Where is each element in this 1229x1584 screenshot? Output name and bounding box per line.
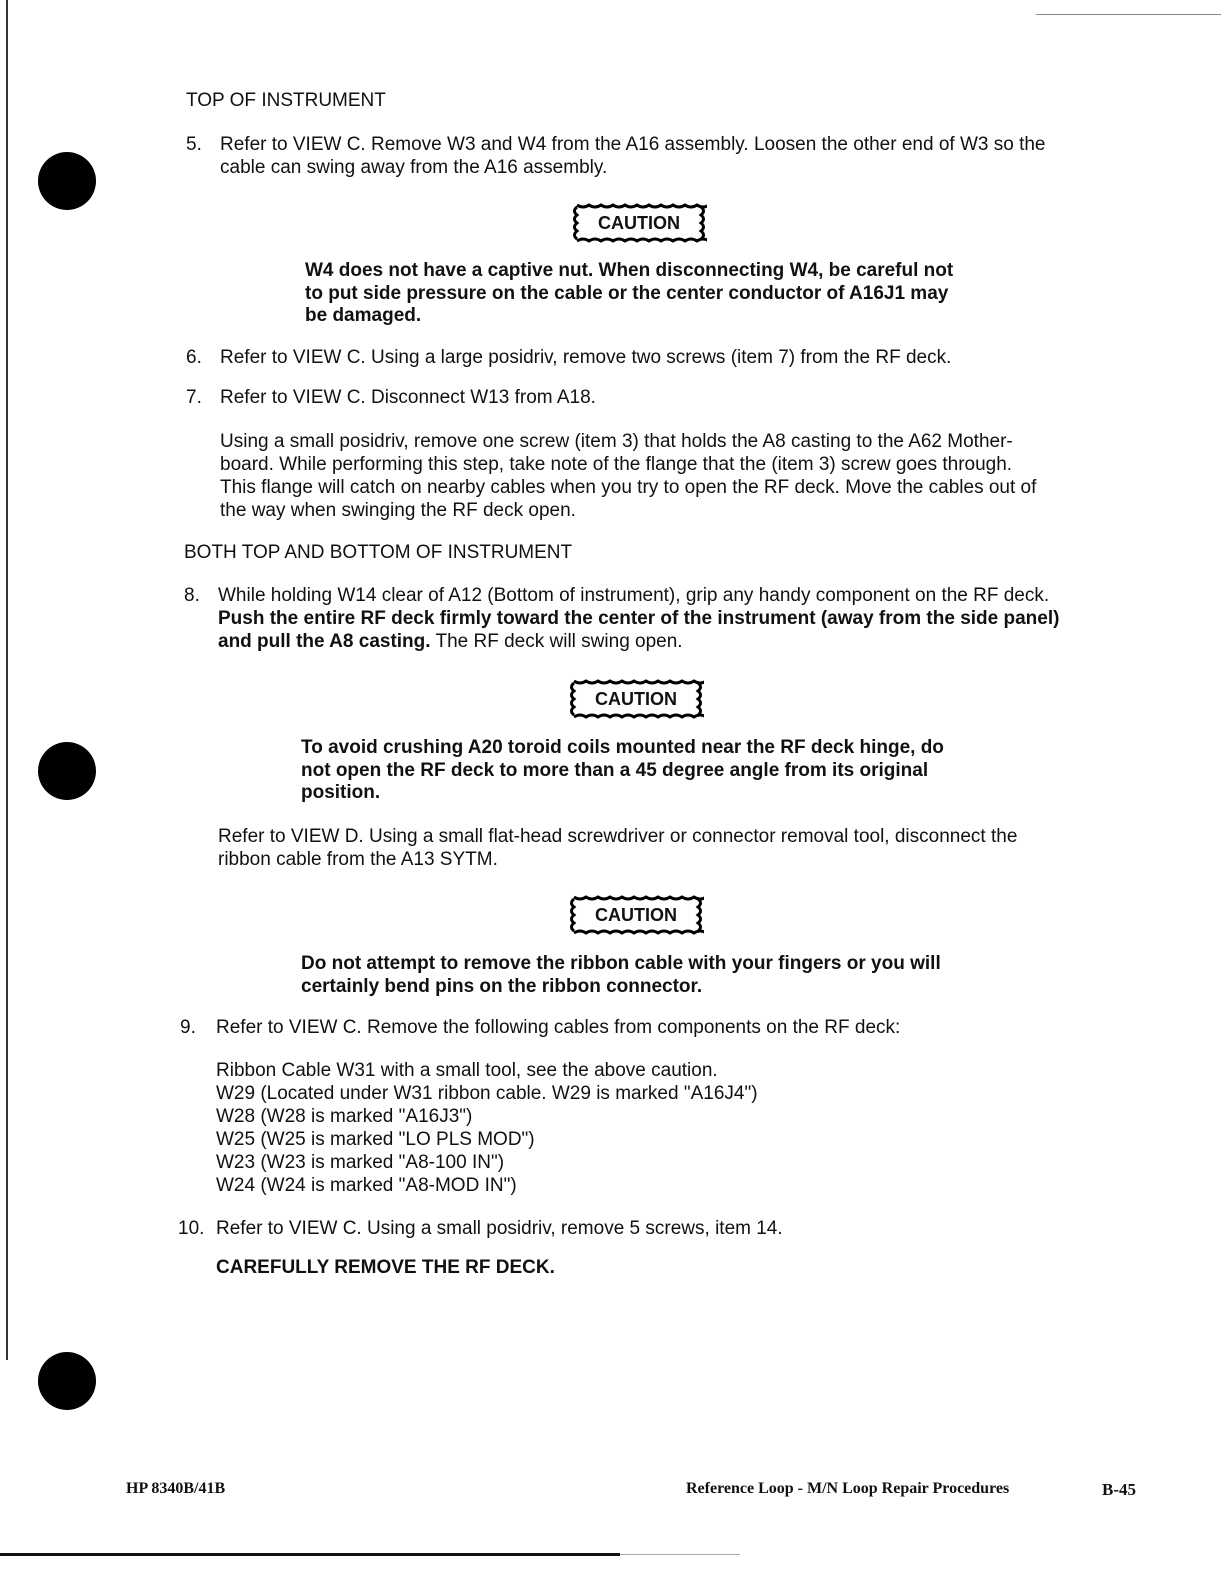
step8-line-bold: Push the entire RF deck firmly toward the center of the instrument (away from the side panel) <box>218 608 1060 629</box>
final-instruction: CAREFULLY REMOVE THE RF DECK. <box>216 1257 555 1278</box>
step-number: 8. <box>184 585 200 606</box>
caution-badge <box>568 895 704 935</box>
caution-text-line: to put side pressure on the cable or the center conductor of A16J1 may <box>305 283 949 304</box>
step8-fragment: The RF deck will swing open. <box>430 631 683 652</box>
cable-list-item: W29 (Located under W31 ribbon cable. W29 is marked "A16J4") <box>216 1083 758 1104</box>
punch-hole-icon <box>38 742 96 800</box>
view-d-line: Refer to VIEW D. Using a small flat-head screwdriver or connector removal tool, disconnect the <box>218 826 1018 847</box>
cable-list-item: W28 (W28 is marked "A16J3") <box>216 1106 473 1127</box>
caution-label: CAUTION <box>595 905 677 925</box>
caution-text-line: be damaged. <box>305 305 422 326</box>
step7-para-line: This flange will catch on nearby cables when you try to open the RF deck. Move the cables out of <box>220 477 1037 498</box>
top-rule <box>1036 14 1221 15</box>
punch-hole-icon <box>38 152 96 210</box>
caution-text-line: To avoid crushing A20 toroid coils mounted near the RF deck hinge, do <box>301 737 944 758</box>
step-number: 9. <box>180 1017 196 1038</box>
step6-text: Refer to VIEW C. Using a large posidriv, remove two screws (item 7) from the RF deck. <box>220 347 952 368</box>
caution-badge <box>568 679 704 719</box>
step8-bold-fragment: and pull the A8 casting. <box>218 631 431 652</box>
footer-chapter-title: Reference Loop - M/N Loop Repair Procedures <box>686 1480 1010 1497</box>
cable-list-item: Ribbon Cable W31 with a small tool, see the above caution. <box>216 1060 718 1081</box>
cable-list-item: W25 (W25 is marked "LO PLS MOD") <box>216 1129 535 1150</box>
scan-edge-line <box>6 0 8 1360</box>
caution-badge <box>571 203 707 243</box>
bottom-rule <box>0 1553 620 1556</box>
footer-model: HP 8340B/41B <box>126 1480 226 1497</box>
punch-hole-icon <box>38 1352 96 1410</box>
step9-text: Refer to VIEW C. Remove the following cables from components on the RF deck: <box>216 1017 901 1038</box>
section-heading-both: BOTH TOP AND BOTTOM OF INSTRUMENT <box>184 542 573 563</box>
cable-list-item: W23 (W23 is marked "A8-100 IN") <box>216 1152 505 1173</box>
caution-label: CAUTION <box>598 213 680 233</box>
step-number: 10. <box>178 1218 205 1239</box>
step8-line: While holding W14 clear of A12 (Bottom of instrument), grip any handy component on the RF deck. <box>218 585 1050 606</box>
caution-text-line: not open the RF deck to more than a 45 degree angle from its original <box>301 760 929 781</box>
caution-text-line: Do not attempt to remove the ribbon cable with your fingers or you will <box>301 953 941 974</box>
caution-text-line: position. <box>301 782 381 803</box>
section-heading-top: TOP OF INSTRUMENT <box>186 90 386 111</box>
step7-para-line: Using a small posidriv, remove one screw (item 3) that holds the A8 casting to the A62 Mother- <box>220 431 1013 452</box>
caution-text-line: W4 does not have a captive nut. When disconnecting W4, be careful not <box>305 260 954 281</box>
step10-text: Refer to VIEW C. Using a small posidriv, remove 5 screws, item 14. <box>216 1218 783 1239</box>
step8-line <box>218 630 683 653</box>
bottom-rule-tail <box>620 1554 740 1555</box>
cable-list-item: W24 (W24 is marked "A8-MOD IN") <box>216 1175 517 1196</box>
step7-text: Refer to VIEW C. Disconnect W13 from A18. <box>220 387 596 408</box>
step-number: 5. <box>186 134 202 155</box>
caution-text-line: certainly bend pins on the ribbon connector. <box>301 976 703 997</box>
step5-line: cable can swing away from the A16 assembly. <box>220 157 608 178</box>
view-d-line: ribbon cable from the A13 SYTM. <box>218 849 498 870</box>
step7-para-line: board. While performing this step, take note of the flange that the (item 3) screw goes through. <box>220 454 1013 475</box>
step7-para-line: the way when swinging the RF deck open. <box>220 500 576 521</box>
step-number: 6. <box>186 347 202 368</box>
step-number: 7. <box>186 387 202 408</box>
footer-page-number: B-45 <box>1102 1480 1136 1499</box>
caution-label: CAUTION <box>595 689 677 709</box>
step5-line: Refer to VIEW C. Remove W3 and W4 from the A16 assembly. Loosen the other end of W3 so the <box>220 134 1046 155</box>
